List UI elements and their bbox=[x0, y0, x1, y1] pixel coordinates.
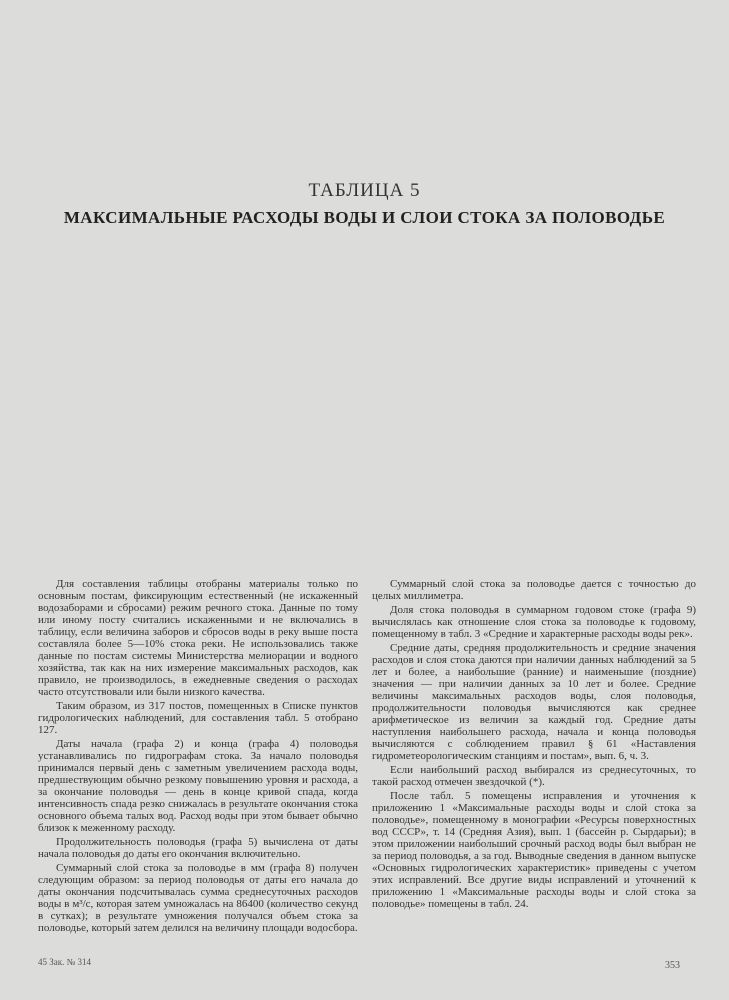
paragraph: Даты начала (графа 2) и конца (графа 4) половодья устанавливались по гидрографам стока. За начало половодья принимался первый день с заметным увеличением расхода воды, предшествующим обычно резкому повышению уровня и расхода, а за окончание половодья — день в конце кривой спада, когда интенсивность спада резко снижалась в результате окончания стока основного объема талых вод. Расход воды при этом бывает обычно близок к меженному расходу. bbox=[38, 738, 358, 834]
paragraph: Доля стока половодья в суммарном годовом стоке (графа 9) вычислялась как отношение слоя стока за половодье к годовому, помещенному в табл. 3 «Средние и характерные расходы воды рек». bbox=[372, 604, 696, 640]
page-number: 353 bbox=[665, 960, 680, 971]
left-text-column bbox=[38, 578, 358, 936]
paragraph: Суммарный слой стока за половодье дается с точностью до целых миллиметра. bbox=[372, 578, 696, 602]
print-order-code: 45 Зак. № 314 bbox=[38, 957, 91, 967]
paragraph: Продолжительность половодья (графа 5) вычислена от даты начала половодья до даты его окончания включительно. bbox=[38, 836, 358, 860]
paragraph: Для составления таблицы отобраны материалы только по основным постам, фиксирующим естественный (не искаженный водозаборами и сбросами) режим речного стока. Данные по тому или иному посту считались искаженными и не включались в таблицу, если величина заборов и сбросов воды в реку выше поста составляла более 5—10% стока реки. Не использовались также данные по постам системы Министерства мелиорации и водного хозяйства, так как на них измерение максимальных расходов, как правило, не производилось, в ежедневные сведения о расходах часто отсутствовали или были низкого качества. bbox=[38, 578, 358, 698]
right-text-column bbox=[372, 578, 696, 912]
paragraph: Суммарный слой стока за половодье в мм (графа 8) получен следующим образом: за период половодья от даты его начала до даты окончания подсчитывалась сумма среднесуточных расходов воды в м³/с, которая затем умножалась на 86400 (количество секунд в сутках); в результате умножения получался объем стока за половодье, который затем делился на величину площади водосбора. bbox=[38, 862, 358, 934]
table-number-heading: ТАБЛИЦА 5 bbox=[308, 180, 421, 201]
paragraph: Если наибольший расход выбирался из среднесуточных, то такой расход отмечен звездочкой (*). bbox=[372, 764, 696, 788]
paragraph: После табл. 5 помещены исправления и уточнения к приложению 1 «Максимальные расходы воды и слой стока за половодье», помещенному в монографии «Ресурсы поверхностных вод СССР», т. 14 (Средняя Азия), вып. 1 (бассейн р. Сырдарьи); в этом приложении наибольший срочный расход воды был выбран не за период половодья, а за год. Выводные сведения в данном выпуске «Основных гидрологических характеристик» приведены с учетом этих исправлений. Все другие виды исправлений и уточнений к приложению 1 «Максимальные расходы воды и слой стока за половодье» помещены в табл. 24. bbox=[372, 790, 696, 910]
paragraph: Средние даты, средняя продолжительность и средние значения расходов и слоя стока даются при наличии данных наблюдений за 5 лет и более, а наибольшие (ранние) и наименьшие (поздние) значения — при наличии данных за 10 лет и более. Средние величины максимальных расходов воды, слоя половодья, продолжительности половодья вычисляются как среднее арифметическое из величин за каждый год. Средние даты наступления наибольшего расхода, начала и конца половодья вычисляются с соблюдением правил § 61 «Наставления гидрометеорологическим станциям и постам», вып. 6, ч. 3. bbox=[372, 642, 696, 762]
paragraph: Таким образом, из 317 постов, помещенных в Списке пунктов гидрологических наблюдений, для составления табл. 5 отобрано 127. bbox=[38, 700, 358, 736]
table-title: МАКСИМАЛЬНЫЕ РАСХОДЫ ВОДЫ И СЛОИ СТОКА ЗА ПОЛОВОДЬЕ bbox=[63, 208, 666, 227]
